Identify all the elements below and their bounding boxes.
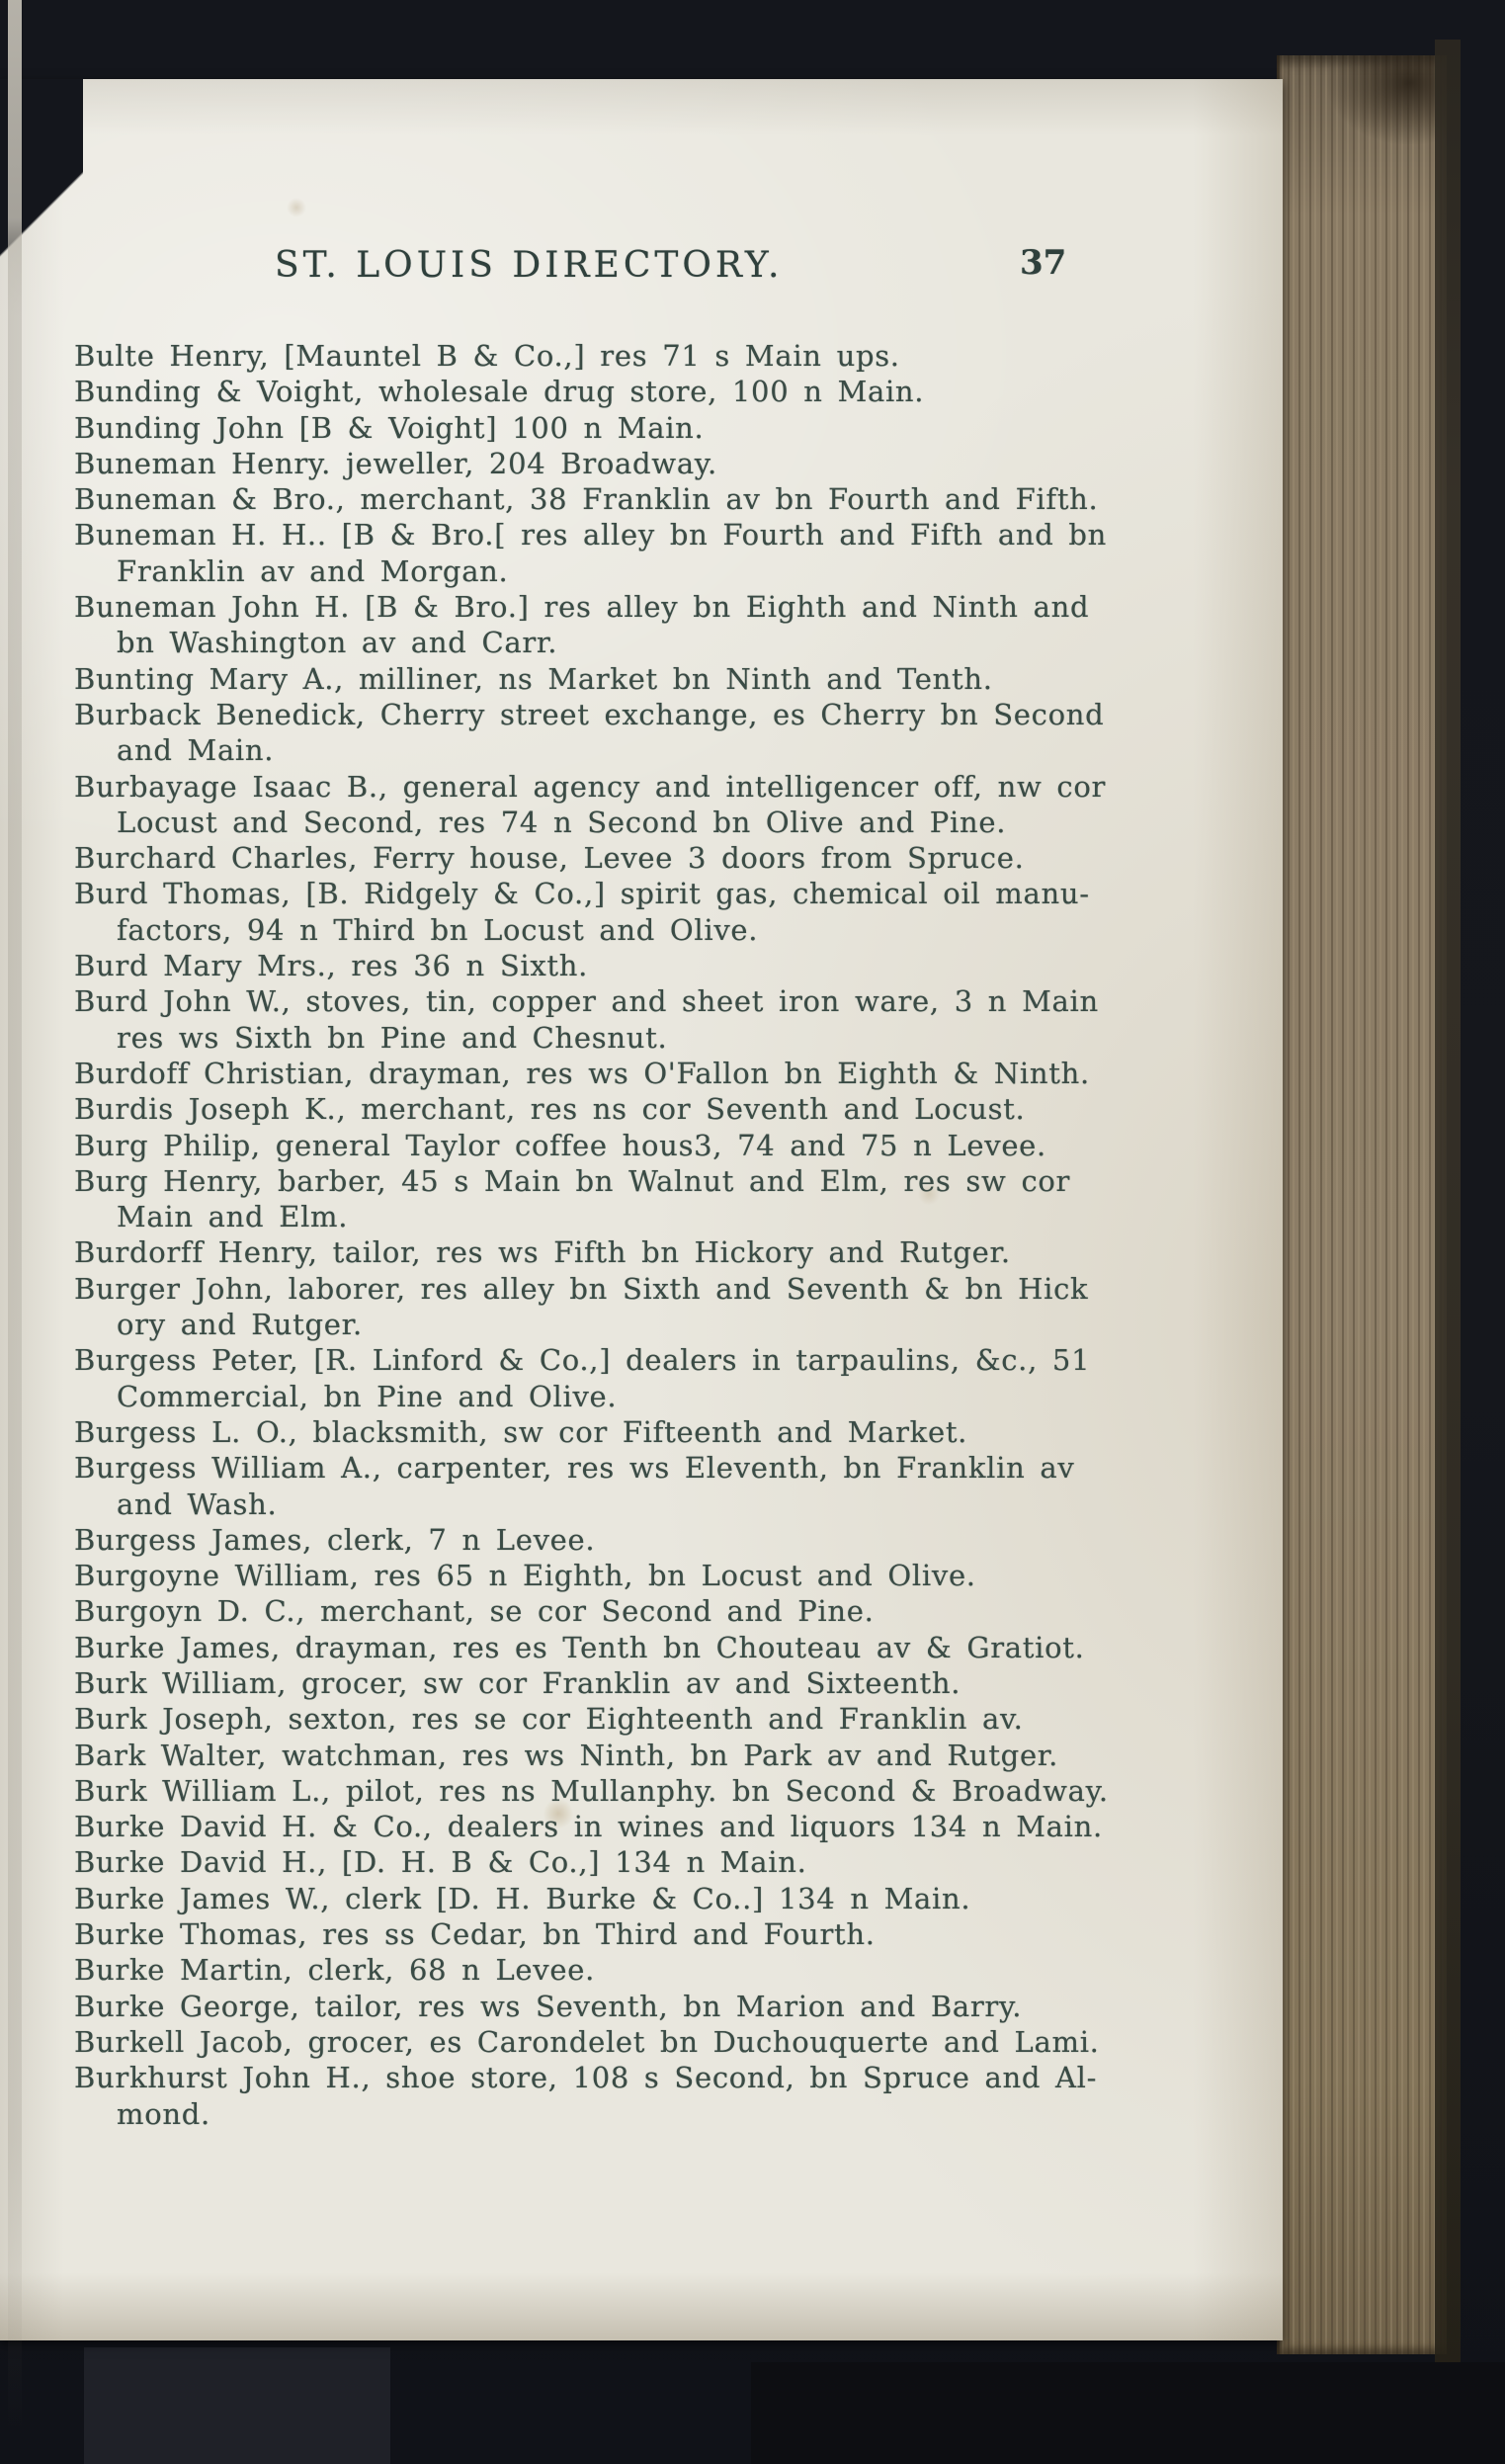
directory-entry [74,374,1230,409]
directory-entry [74,481,1230,517]
entry-line: Buneman H. H.. [B & Bro.[ res alley bn Fourth and Fifth and bn [74,518,1108,552]
page-edge-strip [8,0,22,2431]
directory-entry [74,1342,1230,1414]
entry-line: Burgoyn D. C., merchant, se cor Second and Pine. [74,1594,875,1629]
entry-line: Burk William L., pilot, res ns Mullanphy. bn Second & Broadway. [74,1773,1109,1808]
entry-line: Burchard Charles, Ferry house, Levee 3 doors from Spruce. [74,841,1025,876]
entry-line: Buneman John H. [B & Bro.] res alley bn Eighth and Ninth and [74,590,1090,625]
background-panel [84,2347,390,2464]
page-number: 37 [1020,243,1067,283]
entry-line: Burbayage Isaac B., general agency and intelligencer off, nw cor [74,769,1107,804]
directory-entry [74,1593,1230,1629]
book-fore-edge [1277,55,1447,2354]
directory-entry [74,1773,1230,1809]
entry-line: Burke David H., [D. H. B & Co.,] 134 n Main. [74,1845,807,1880]
directory-entry [74,1522,1230,1558]
directory-entry [74,2024,1230,2060]
directory-entries [74,338,1230,2132]
entry-line: Franklin av and Morgan. [117,553,509,588]
directory-entry [74,983,1230,1056]
directory-entry [74,2060,1230,2132]
entry-line: bn Washington av and Carr. [117,626,558,660]
entry-line: Burd Mary Mrs., res 36 n Sixth. [74,949,589,983]
directory-entry [74,1163,1230,1235]
directory-entry [74,1128,1230,1163]
directory-entry [74,1091,1230,1127]
entry-line: res ws Sixth bn Pine and Chesnut. [117,1020,668,1055]
entry-line: Bark Walter, watchman, res ws Ninth, bn Park av and Rutger. [74,1738,1059,1772]
directory-entry [74,589,1230,661]
background-panel-right [751,2362,1505,2464]
entry-line: Burger John, laborer, res alley bn Sixth and Seventh & bn Hick [74,1271,1089,1306]
directory-entry [74,661,1230,697]
directory-entry [74,1271,1230,1343]
book-page [0,79,1283,2340]
directory-entry [74,1450,1230,1522]
entry-line: Burk William, grocer, sw cor Franklin av and Sixteenth. [74,1665,962,1700]
directory-entry [74,1056,1230,1091]
entry-line: Buneman & Bro., merchant, 38 Franklin av bn Fourth and Fifth. [74,482,1099,517]
directory-entry [74,1809,1230,1844]
book-cover-edge [1435,40,1461,2362]
entry-line: Burback Benedick, Cherry street exchange, es Cherry bn Second [74,697,1105,731]
entry-line: Burkhurst John H., shoe store, 108 s Second, bn Spruce and Al- [74,2061,1098,2095]
entry-line: Burkell Jacob, grocer, es Carondelet bn Duchouquerte and Lami. [74,2024,1100,2059]
entry-line: Burgess Peter, [R. Linford & Co.,] dealers in tarpaulins, &c., 51 [74,1343,1091,1378]
directory-entry [74,338,1230,374]
directory-entry [74,446,1230,481]
entry-line: Burgess James, clerk, 7 n Levee. [74,1522,596,1557]
entry-line: Main and Elm. [117,1200,349,1234]
entry-line: Burdis Joseph K., merchant, res ns cor Seventh and Locust. [74,1092,1026,1127]
entry-line: Burd John W., stoves, tin, copper and sheet iron ware, 3 n Main [74,984,1099,1019]
entry-line: Burd Thomas, [B. Ridgely & Co.,] spirit gas, chemical oil manu- [74,877,1090,911]
entry-line: and Main. [117,733,275,768]
entry-line: ory and Rutger. [117,1308,363,1342]
directory-entry [74,1630,1230,1665]
directory-entry [74,517,1230,589]
directory-entry [74,769,1230,841]
directory-entry [74,1558,1230,1593]
directory-entry [74,1738,1230,1773]
entry-line: Buneman Henry. jeweller, 204 Broadway. [74,446,717,480]
entry-line: Bunting Mary A., milliner, ns Market bn Ninth and Tenth. [74,661,993,696]
directory-entry [74,1916,1230,1952]
directory-entry [74,1234,1230,1270]
directory-entry [74,1414,1230,1450]
entry-line: Locust and Second, res 74 n Second bn Olive and Pine. [117,805,1007,839]
entry-line: Burgess William A., carpenter, res ws Eleventh, bn Franklin av [74,1451,1075,1486]
entry-line: Commercial, bn Pine and Olive. [117,1379,618,1413]
entry-line: Burke David H. & Co., dealers in wines and liquors 134 n Main. [74,1810,1103,1844]
entry-line: Burg Henry, barber, 45 s Main bn Walnut and Elm, res sw cor [74,1163,1071,1198]
directory-entry [74,948,1230,983]
entry-line: Burgess L. O., blacksmith, sw cor Fifteenth and Market. [74,1414,968,1449]
directory-entry [74,1665,1230,1701]
directory-entry [74,840,1230,876]
directory-entry [74,876,1230,948]
entry-line: and Wash. [117,1487,278,1521]
entry-line: Burdorff Henry, tailor, res ws Fifth bn Hickory and Rutger. [74,1235,1011,1270]
directory-entry [74,697,1230,769]
entry-line: Bulte Henry, [Mauntel B & Co.,] res 71 s Main ups. [74,339,900,373]
directory-entry [74,1701,1230,1737]
directory-entry [74,1952,1230,1988]
entry-line: Burke James W., clerk [D. H. Burke & Co..] 134 n Main. [74,1881,971,1915]
entry-line: Burgoyne William, res 65 n Eighth, bn Locust and Olive. [74,1559,976,1593]
entry-line: Bunding John [B & Voight] 100 n Main. [74,410,705,445]
entry-line: Burke Martin, clerk, 68 n Levee. [74,1953,596,1988]
entry-line: factors, 94 n Third bn Locust and Olive. [117,912,759,947]
directory-entry [74,410,1230,446]
entry-line: Bunding & Voight, wholesale drug store, 100 n Main. [74,375,925,409]
page-title: ST. LOUIS DIRECTORY. [275,245,784,286]
directory-entry [74,1844,1230,1880]
entry-line: mond. [117,2096,210,2131]
directory-entry [74,1881,1230,1916]
entry-line: Burk Joseph, sexton, res se cor Eighteenth and Franklin av. [74,1702,1024,1737]
entry-line: Burke George, tailor, res ws Seventh, bn Marion and Barry. [74,1989,1023,2023]
entry-line: Burke James, drayman, res es Tenth bn Chouteau av & Gratiot. [74,1630,1085,1664]
entry-line: Burdoff Christian, drayman, res ws O'Fallon bn Eighth & Ninth. [74,1056,1090,1090]
directory-entry [74,1989,1230,2024]
entry-line: Burke Thomas, res ss Cedar, bn Third and Fourth. [74,1917,876,1952]
entry-line: Burg Philip, general Taylor coffee hous3, 74 and 75 n Levee. [74,1128,1046,1162]
